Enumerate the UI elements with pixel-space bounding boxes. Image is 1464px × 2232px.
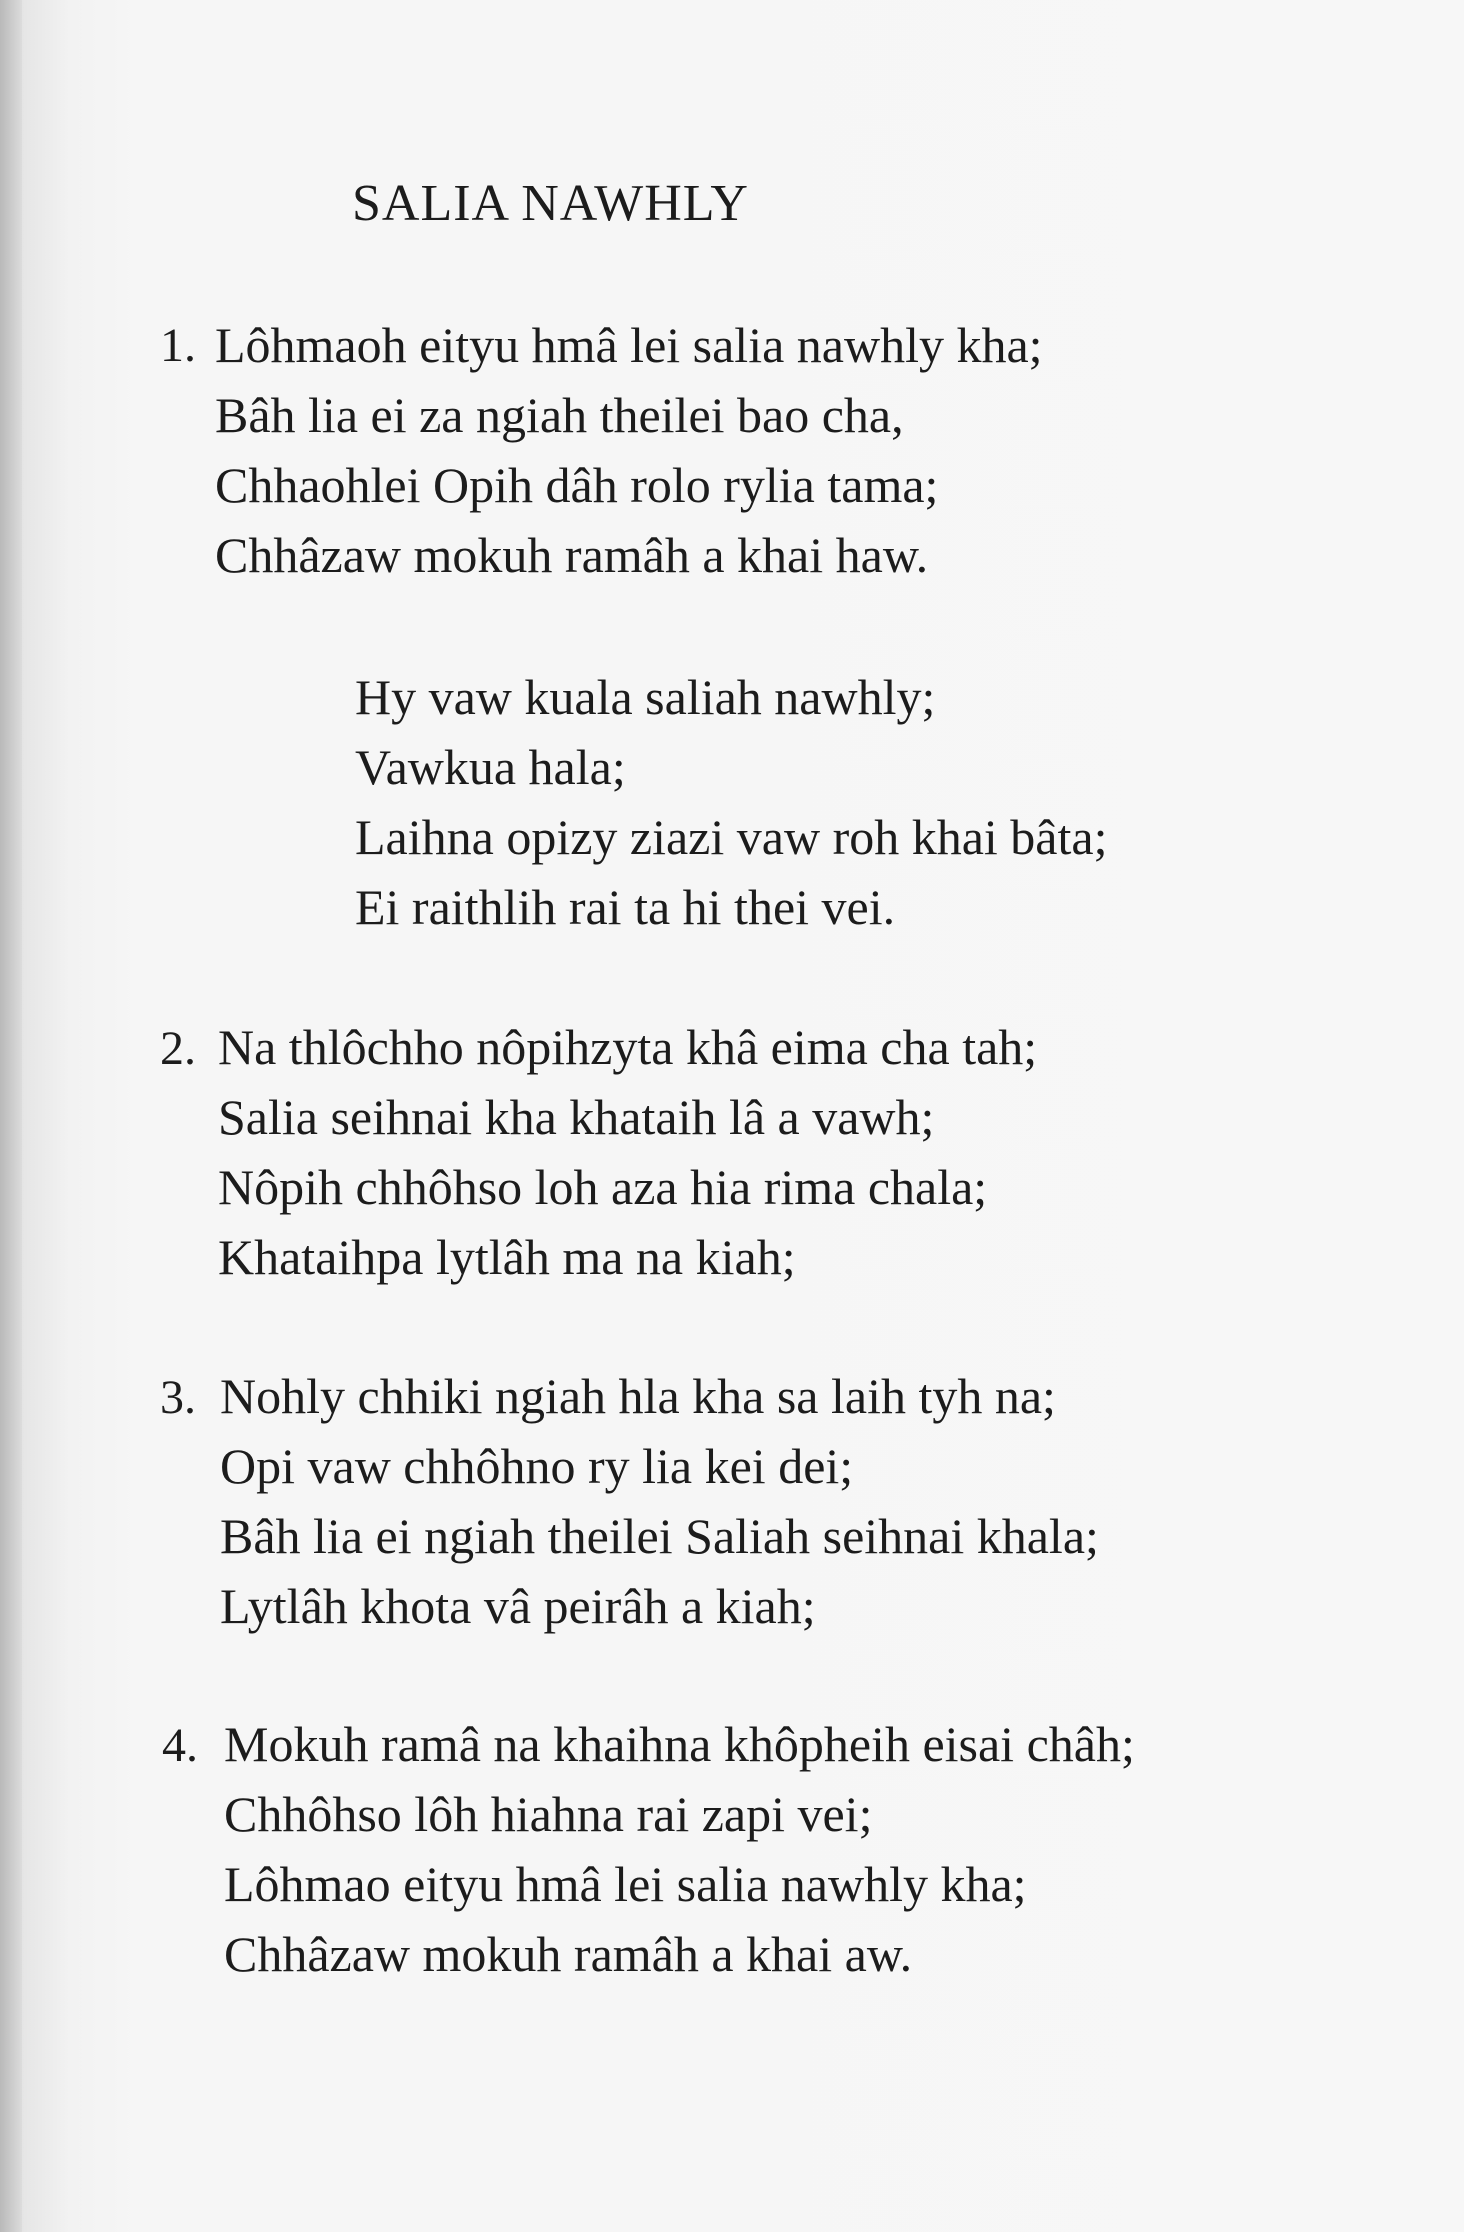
verse-number: 4. [162,1719,198,1772]
verse-line: Lôhmao eityu hmâ lei salia nawhly kha; [224,1856,1027,1912]
verse-line: Nôpih chhôhso loh aza hia rima chala; [218,1159,988,1215]
verse-line: Chhaohlei Opih dâh rolo rylia tama; [215,457,939,513]
verse-line: Lôhmaoh eityu hmâ lei salia nawhly kha; [215,317,1043,373]
verse-line: Nohly chhiki ngiah hla kha sa laih tyh na; [220,1368,1056,1424]
verse-number: 3. [160,1371,196,1424]
verse-line: Mokuh ramâ na khaihna khôpheih eisai châh; [224,1716,1135,1772]
verse-line: Chhôhso lôh hiahna rai zapi vei; [224,1786,873,1842]
verse-line: Chhâzaw mokuh ramâh a khai aw. [224,1926,913,1982]
verse-line: Opi vaw chhôhno ry lia kei dei; [220,1438,854,1494]
verse-line: Chhâzaw mokuh ramâh a khai haw. [215,527,929,583]
chorus-line: Hy vaw kuala saliah nawhly; [355,669,936,725]
verse-line: Bâh lia ei za ngiah theilei bao cha, [215,387,904,443]
verse-line: Na thlôchho nôpihzyta khâ eima cha tah; [218,1019,1038,1075]
chorus-line: Vawkua hala; [355,739,626,795]
verse-line: Lytlâh khota vâ peirâh a kiah; [220,1578,816,1634]
verse-number: 1. [160,319,196,372]
verse-number: 2. [160,1022,196,1075]
verse-line: Khataihpa lytlâh ma na kiah; [218,1229,796,1285]
hymn-title: SALIA NAWHLY [352,175,749,232]
book-gutter-shadow [0,0,22,2232]
verse-line: Salia seihnai kha khataih lâ a vawh; [218,1089,935,1145]
chorus-line: Ei raithlih rai ta hi thei vei. [355,879,896,935]
verse-line: Bâh lia ei ngiah theilei Saliah seihnai khala; [220,1508,1099,1564]
chorus-line: Laihna opizy ziazi vaw roh khai bâta; [355,809,1108,865]
